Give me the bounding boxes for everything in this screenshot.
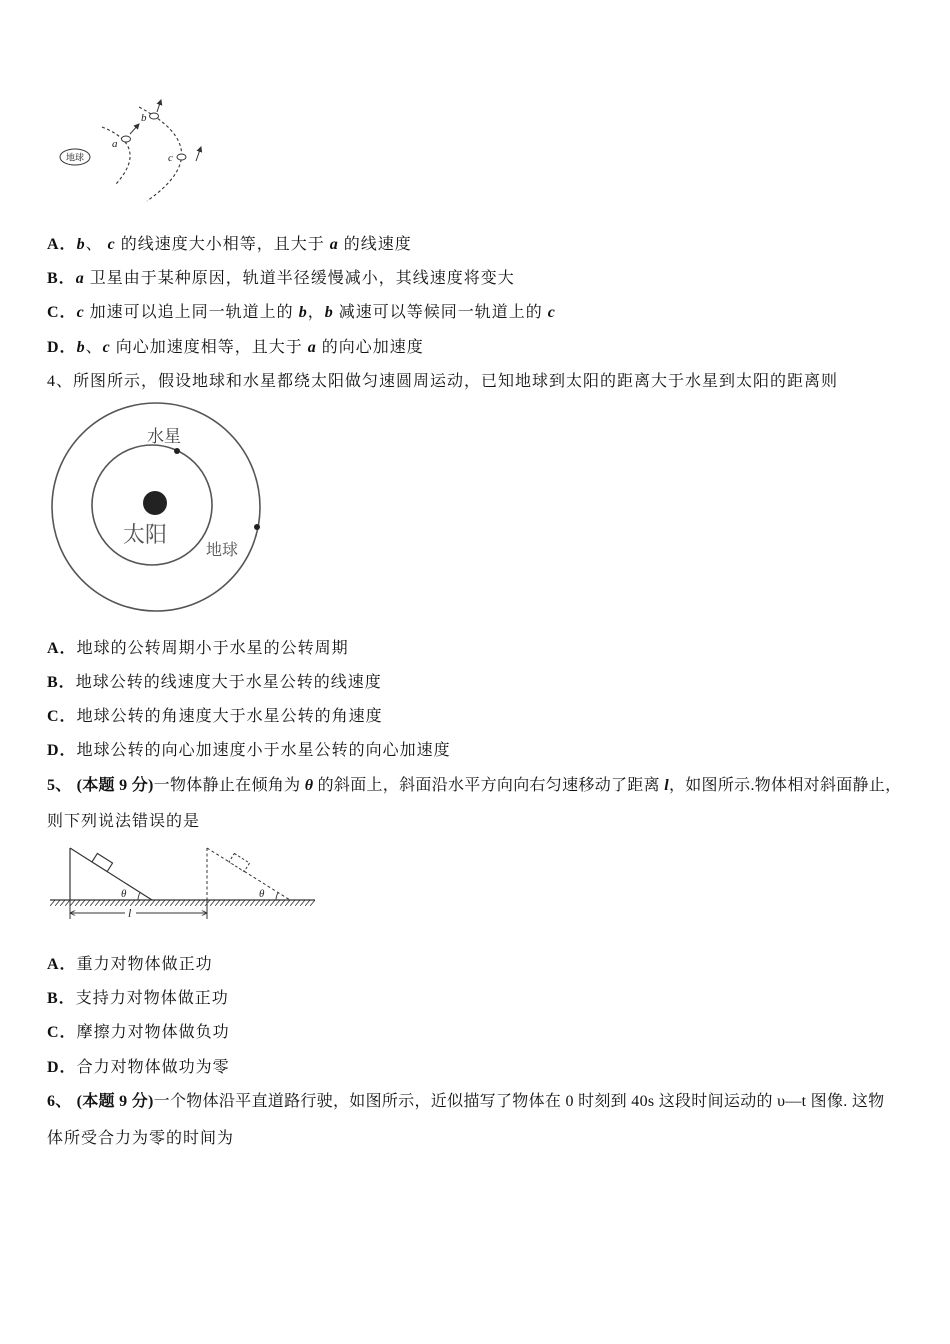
q5-option-a	[47, 955, 213, 975]
satellite-b	[150, 113, 159, 119]
option-text: 摩擦力对物体做负功	[76, 1024, 230, 1041]
block	[92, 853, 113, 871]
var-b: b	[324, 304, 334, 321]
q3-option-b	[47, 269, 515, 289]
q6-stem-line1	[47, 1092, 884, 1112]
incline-slope	[70, 848, 152, 900]
option-text: 重力对物体做正功	[76, 956, 213, 973]
option-text: 向心加速度相等，且大于	[110, 339, 308, 356]
option-label: D．	[47, 339, 77, 356]
q5-option-d	[47, 1058, 230, 1078]
q5-option-b	[47, 989, 229, 1009]
q3-option-a	[47, 235, 412, 255]
incline-figure	[45, 840, 325, 925]
angle-arc-left	[138, 893, 140, 901]
angle-label-left: θ	[121, 888, 127, 900]
sun	[143, 491, 167, 515]
q3-option-c	[47, 303, 556, 323]
var-l: l	[664, 777, 669, 794]
q5-option-c	[47, 1023, 230, 1043]
option-label: B．	[47, 270, 76, 287]
option-label: A．	[47, 236, 77, 253]
var-c: c	[547, 304, 556, 321]
mercury-label: 水星	[147, 427, 181, 446]
stem-text: 的斜面上，斜面沿水平方向向右匀速移动了距离	[313, 777, 665, 794]
option-label: C．	[47, 708, 77, 725]
option-text: 减速可以等候同一轨道上的	[333, 304, 548, 321]
sun-label: 太阳	[123, 522, 168, 547]
q3-option-d	[47, 338, 424, 358]
var-c: c	[107, 236, 116, 253]
option-text: 地球公转的线速度大于水星公转的线速度	[75, 674, 382, 691]
option-text: 地球的公转周期小于水星的公转周期	[76, 640, 349, 657]
q6-stem-line2: 体所受合力为零的时间为	[47, 1130, 235, 1147]
var-c: c	[76, 304, 85, 321]
satellite-orbit-figure	[50, 95, 220, 210]
angle-label-right: θ	[259, 888, 265, 900]
option-text: 、	[85, 339, 103, 356]
q5-stem-line2: 则下列说法错误的是	[47, 813, 201, 830]
satellite-b-label: b	[141, 112, 147, 124]
option-text: 的线速度大小相等，且大于	[115, 236, 330, 253]
earth-label: 地球	[206, 542, 239, 559]
option-label: B．	[47, 990, 76, 1007]
velocity-arrow-a	[130, 124, 139, 134]
earth-label: 地球	[65, 152, 85, 163]
q4-option-a	[47, 639, 349, 659]
satellite-c-label: c	[168, 152, 173, 164]
earth-dot	[254, 524, 260, 530]
moved-block-dashed	[229, 853, 250, 871]
q5-stem-line1	[47, 776, 901, 796]
question-score: (本题 9 分)	[76, 777, 154, 794]
stem-text: 一个物体沿平直道路行驶，如图所示，近似描写了物体在 0 时刻到 40s 这段时间运动的 υ—t 图像. 这物	[153, 1093, 885, 1110]
distance-label: l	[128, 906, 132, 920]
solar-orbit-figure	[45, 405, 270, 615]
option-text: 合力对物体做功为零	[76, 1059, 230, 1076]
stem-text: ，如图所示.物体相对斜面静止，	[668, 777, 902, 794]
var-b: b	[76, 339, 86, 356]
option-text: 加速可以追上同一轨道上的	[84, 304, 299, 321]
option-text: 地球公转的向心加速度小于水星公转的向心加速度	[76, 742, 451, 759]
q4-option-d	[47, 741, 451, 761]
q4-stem: 4、所图所示，假设地球和水星都绕太阳做匀速圆周运动，已知地球到太阳的距离大于水星到太阳的距离则	[47, 373, 839, 390]
option-text: 、	[85, 236, 108, 253]
var-b: b	[298, 304, 308, 321]
option-text: 的线速度	[338, 236, 412, 253]
var-a: a	[307, 339, 317, 356]
satellite-c	[177, 154, 186, 160]
velocity-arrow-c	[196, 147, 201, 161]
satellite-a	[122, 136, 131, 142]
option-label: C．	[47, 304, 77, 321]
question-number: 5、	[47, 777, 72, 794]
option-label: A．	[47, 956, 77, 973]
mercury-dot	[174, 448, 180, 454]
option-label: A．	[47, 640, 77, 657]
ground-hatching	[50, 900, 315, 906]
question-score: (本题 9 分)	[76, 1093, 154, 1110]
option-text: 地球公转的角速度大于水星公转的角速度	[76, 708, 383, 725]
satellite-a-label: a	[112, 138, 118, 150]
var-theta: θ	[304, 777, 314, 794]
option-label: D．	[47, 1059, 77, 1076]
var-b: b	[76, 236, 86, 253]
var-c: c	[102, 339, 111, 356]
var-a: a	[329, 236, 339, 253]
question-number: 6、	[47, 1093, 72, 1110]
q4-option-c	[47, 707, 383, 727]
option-text: 的向心加速度	[316, 339, 424, 356]
option-label: B．	[47, 674, 76, 691]
stem-text: 一物体静止在倾角为	[153, 777, 305, 794]
velocity-arrow-b	[157, 100, 161, 112]
option-text: ，	[307, 304, 325, 321]
var-a: a	[75, 270, 85, 287]
option-label: D．	[47, 742, 77, 759]
option-text: 支持力对物体做正功	[75, 990, 229, 1007]
option-text: 卫星由于某种原因，轨道半径缓慢减小，其线速度将变大	[84, 270, 515, 287]
option-label: C．	[47, 1024, 77, 1041]
moved-incline-slope-dashed	[207, 848, 290, 900]
q4-option-b	[47, 673, 382, 693]
angle-arc-right	[276, 893, 278, 901]
